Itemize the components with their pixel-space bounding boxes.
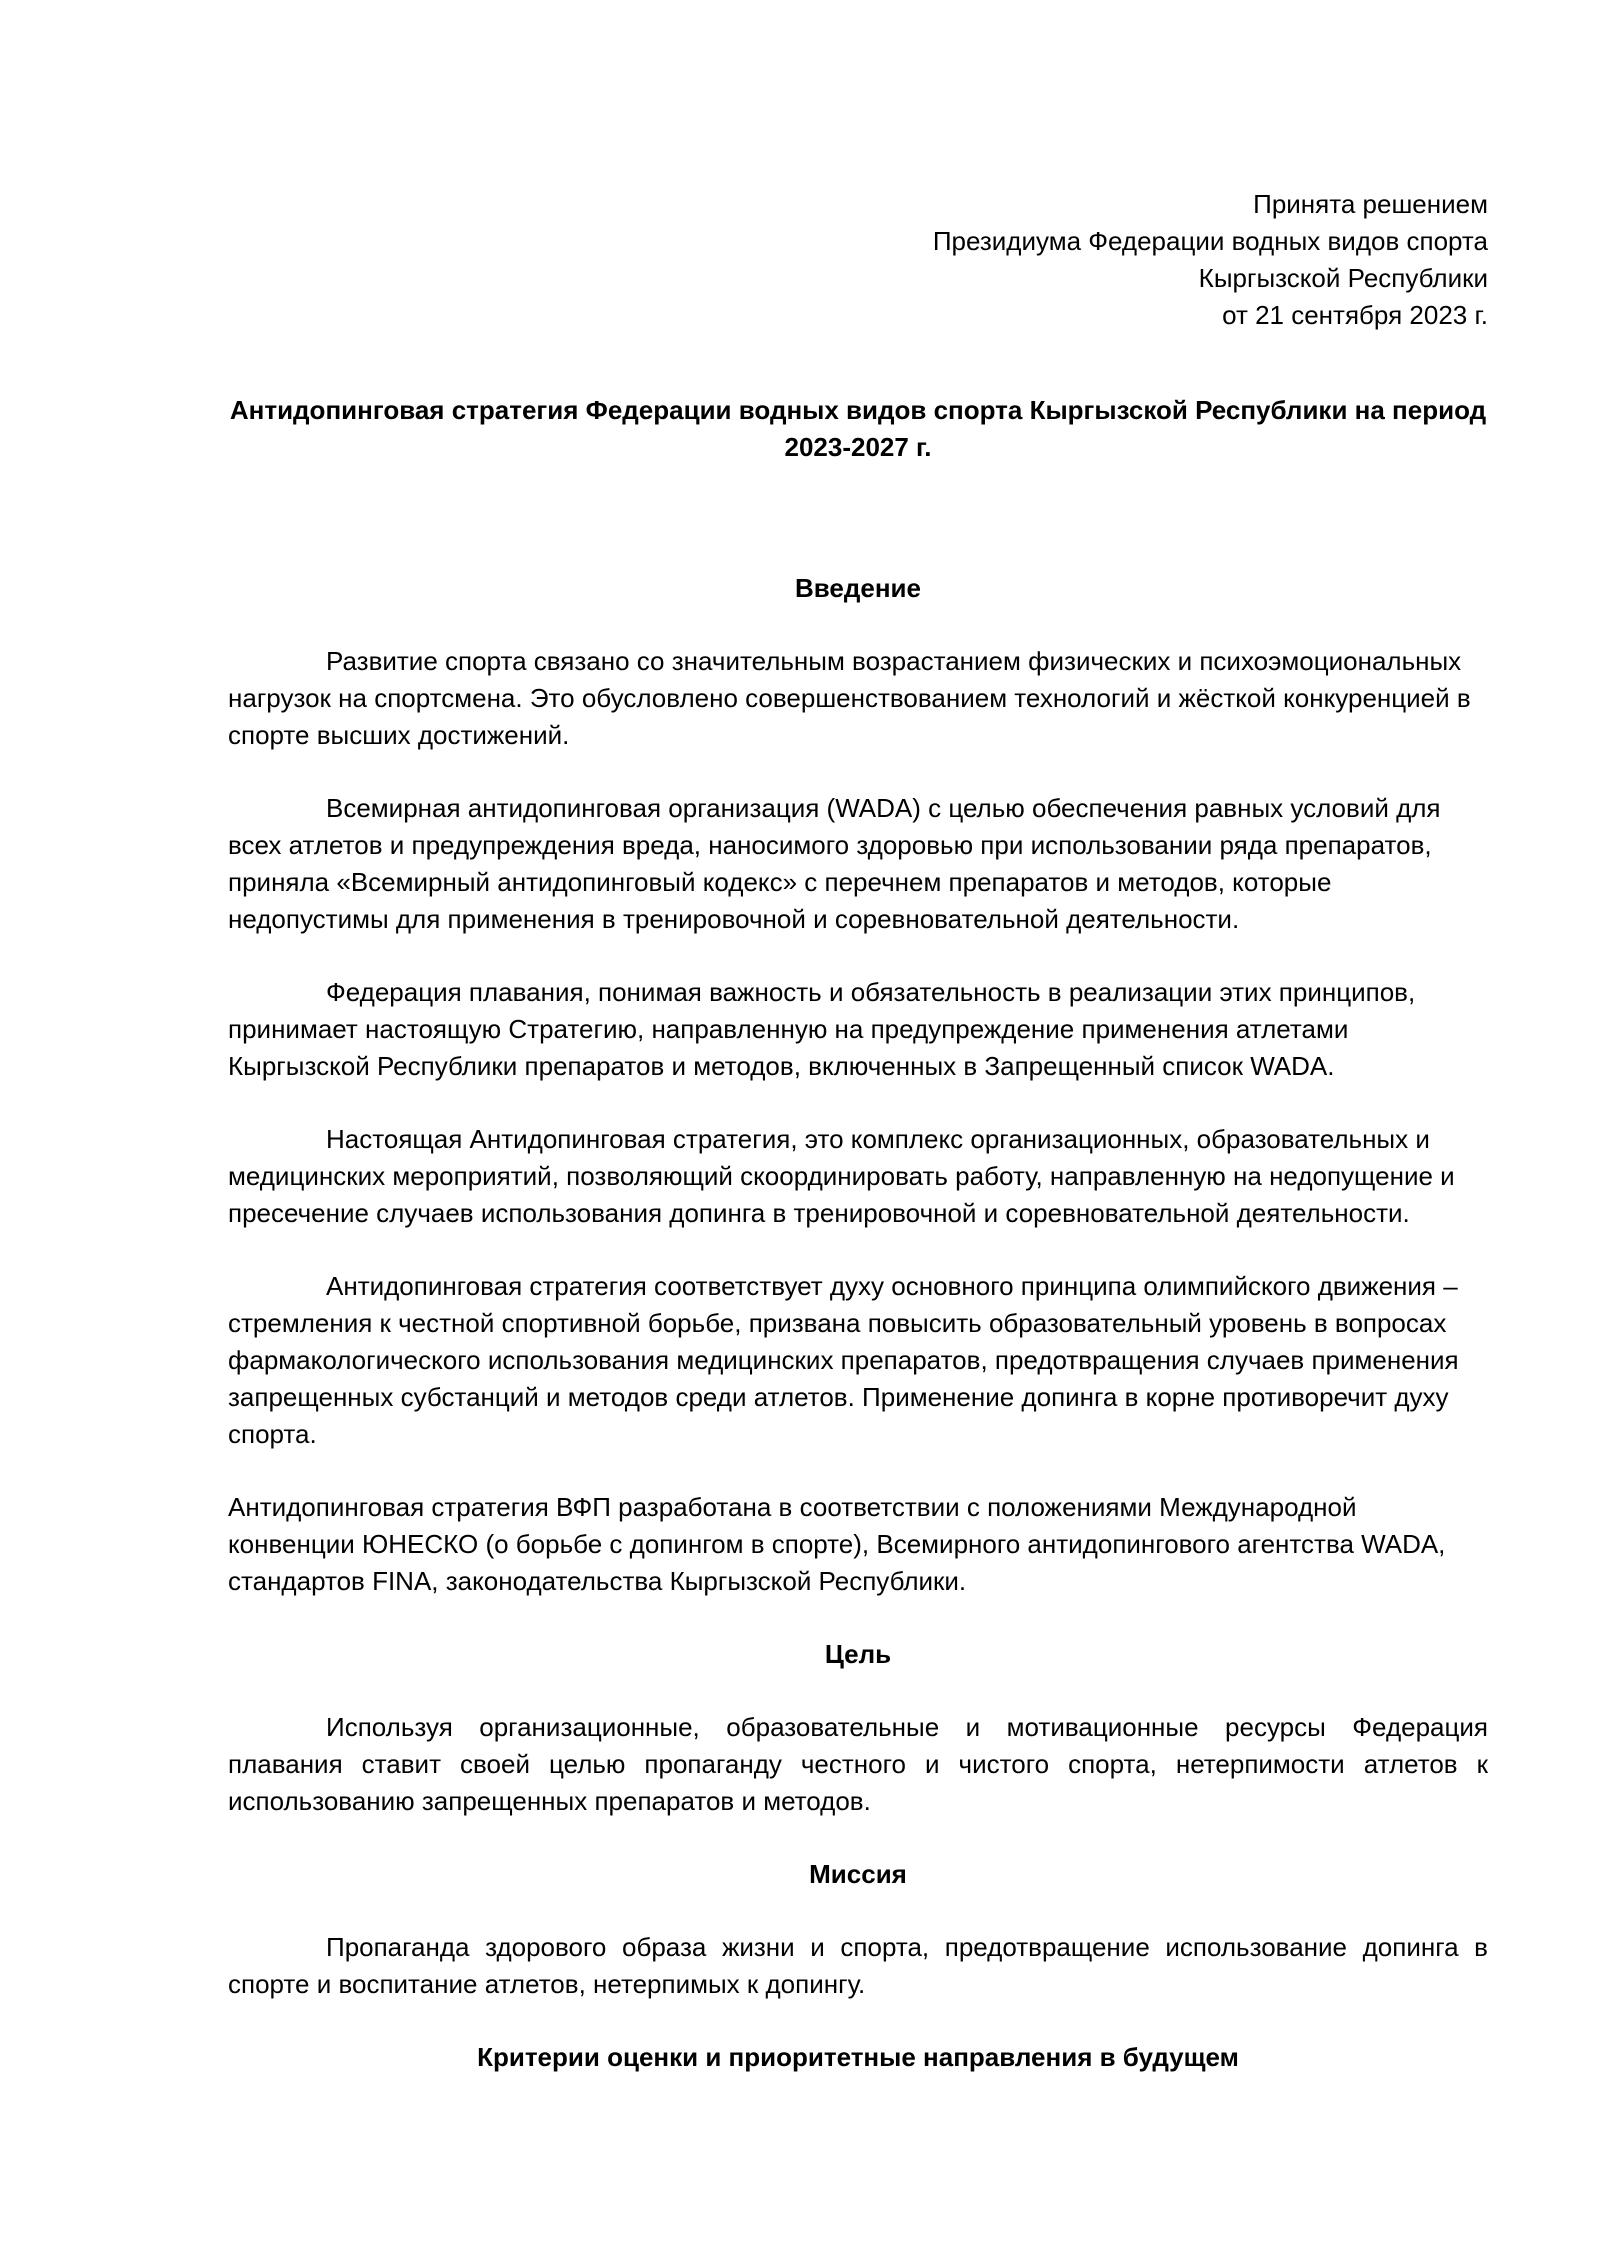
document-title: Антидопинговая стратегия Федерации водных видов спорта Кыргызской Республики на период 2023-2027 г. [229,395,1487,462]
section-heading-introduction: Введение [795,573,921,603]
paragraph: Антидопинговая стратегия ВФП разработана в соответствии с положениями Международной конвенции ЮНЕСКО (о борьбе с допингом в спорте), Всемирного антидопингового агентства WADA, стандартов FINA, законодательства Кыргызской Республики. [228,1492,1446,1596]
paragraph: Используя организационные, образовательные и мотивационные ресурсы Федерация плавания ставит своей целью пропаганду честного и чистого спорта, нетерпимости атлетов к использованию запрещенных препаратов и методов. [228,1712,1488,1816]
paragraph: Пропаганда здорового образа жизни и спорта, предотвращение использование допинга в спорте и воспитание атлетов, нетерпимых к допингу. [228,1932,1488,1999]
approval-block [228,186,1488,334]
paragraph: Федерация плавания, понимая важность и обязательность в реализации этих принципов, принимает настоящую Стратегию, направленную на предупреждение применения атлетами Кыргызской Республики препаратов и методов, включенных в Запрещенный список WADA. [228,977,1416,1081]
paragraph: Всемирная антидопинговая организация (WADA) с целью обеспечения равных условий для всех атлетов и предупреждения вреда, наносимого здоровью при использовании ряда препаратов, приняла «Всемирный антидопинговый кодекс» с перечнем препаратов и методов, которые недопустимы для применения в тренировочной и соревновательной деятельности. [228,793,1441,934]
approval-line: Президиума Федерации водных видов спорта [932,226,1488,256]
section-heading-criteria: Критерии оценки и приоритетные направления в будущем [477,2042,1239,2072]
approval-line: Кыргызской Республики [1198,263,1488,293]
section-heading-goal: Цель [824,1639,892,1669]
paragraph: Настоящая Антидопинговая стратегия, это комплекс организационных, образовательных и медицинских мероприятий, позволяющий скоординировать работу, направленную на недопущение и пресечение случаев использования допинга в тренировочной и соревновательной деятельности. [228,1124,1455,1228]
approval-line: Принята решением [1253,189,1488,219]
section-heading-mission: Миссия [809,1859,907,1889]
approval-date: от 21 сентября 2023 г. [1222,300,1488,330]
paragraph: Развитие спорта связано со значительным возрастанием физических и психоэмоциональных нагрузок на спортсмена. Это обусловлено совершенствованием технологий и жёсткой конкуренцией в спорте высших достижений. [228,646,1471,750]
paragraph: Антидопинговая стратегия соответствует духу основного принципа олимпийского движения – стремления к честной спортивной борьбе, призвана повысить образовательный уровень в вопросах фармакологического использования медицинских препаратов, предотвращения случаев применения запрещенных субстанций и методов среди атлетов. Применение допинга в корне противоречит духу спорта. [228,1271,1459,1449]
document-body [228,186,1488,2112]
